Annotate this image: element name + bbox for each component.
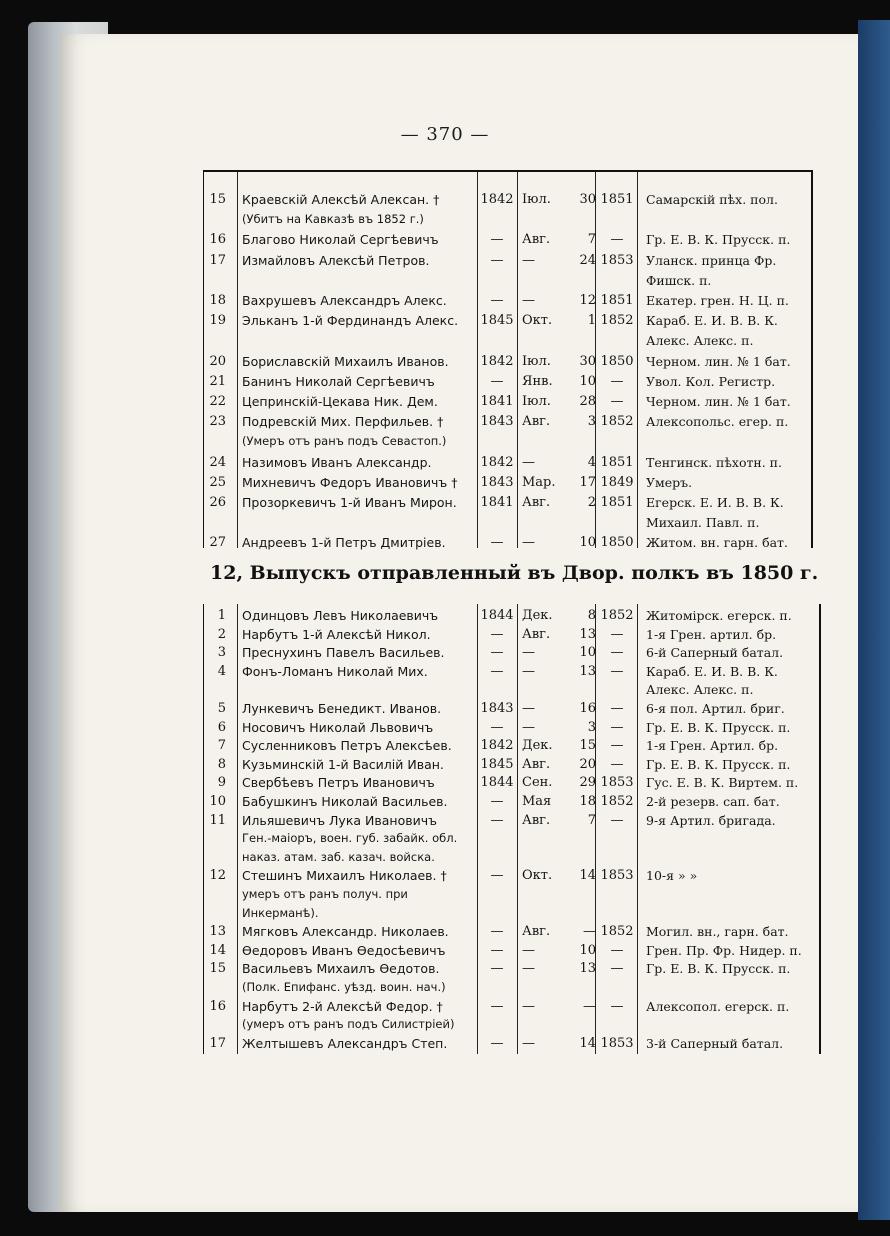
cell-reg: 1-я Грен. Артил. бр.	[646, 738, 779, 754]
table-row	[204, 906, 819, 926]
cell-y: —	[490, 924, 504, 940]
cell-n: 16	[209, 998, 226, 1014]
cell-m: Іюл.	[522, 353, 551, 369]
cell-d: 1	[587, 313, 596, 329]
cell-name: Вахрушевъ Александръ Алекс.	[242, 293, 447, 308]
cell-y2: —	[610, 961, 624, 977]
cell-m: Авг.	[522, 495, 551, 510]
cell-reg: 6-й Саперный батал.	[646, 645, 784, 661]
cell-n: 9	[217, 775, 226, 791]
cell-m: Окт.	[522, 868, 553, 884]
table-row	[204, 253, 811, 273]
table-row	[204, 414, 811, 434]
cell-y2: —	[610, 756, 624, 772]
cell-d: 24	[579, 252, 596, 268]
cell-name: Измайловъ Алексѣй Петров.	[242, 252, 430, 268]
table-row	[204, 924, 819, 944]
cell-name: Эльканъ 1-й Фердинандъ Алекс.	[242, 313, 459, 329]
cell-reg: Гр. Е. В. К. Прусск. п.	[646, 719, 791, 735]
section-heading: 12, Выпускъ отправленный въ Двор. полкъ въ 1850 г.	[210, 562, 819, 584]
cell-reg: Гр. Е. В. К. Прусск. п.	[646, 961, 791, 977]
cell-reg: 1-я Грен. артил. бр.	[646, 626, 777, 642]
cell-y: 1844	[480, 608, 514, 623]
cell-d: 7	[587, 232, 596, 248]
cell-reg: Житомірск. егерск. п.	[646, 608, 792, 623]
table-row	[204, 664, 819, 684]
cell-name: Михневичъ Федоръ Ивановичъ †	[242, 474, 458, 490]
table-row	[204, 961, 819, 981]
cell-n: 18	[209, 293, 226, 308]
cell-n: 6	[217, 719, 226, 735]
cell-d: 30	[579, 353, 596, 369]
cell-d: 30	[579, 192, 596, 207]
cell-reg: 10-я » »	[646, 868, 698, 884]
cell-y2: —	[610, 232, 624, 248]
cell-y2: —	[610, 701, 624, 716]
table-row	[204, 374, 811, 394]
table-row	[204, 455, 811, 475]
cell-name: Подревскій Мих. Перфильев. †	[242, 414, 444, 430]
cell-y: —	[490, 812, 504, 828]
cell-reg: Гр. Е. В. К. Прусск. п.	[646, 756, 791, 772]
cell-reg: Егерск. Е. И. В. В. К.	[646, 495, 784, 510]
cell-name: Свербѣевъ Петръ Ивановичъ	[242, 775, 435, 791]
cell-y: 1843	[480, 474, 514, 490]
cell-y2: 1851	[600, 495, 634, 510]
cell-y: 1843	[480, 701, 514, 716]
cell-y2: 1852	[600, 794, 634, 809]
table-row	[204, 850, 819, 870]
cell-d: 4	[587, 454, 596, 470]
table-row	[204, 701, 819, 721]
cell-m: —	[522, 701, 535, 716]
cell-n: 23	[209, 414, 226, 430]
cell-reg: Самарскій пѣх. пол.	[646, 192, 778, 207]
cell-d: 10	[579, 535, 596, 551]
cell-name: Сусленниковъ Петръ Алексѣев.	[242, 738, 452, 754]
cell-y: —	[490, 942, 504, 958]
cell-d: 2	[587, 495, 596, 510]
cell-n: 19	[209, 313, 226, 329]
binding-strip	[858, 20, 890, 1220]
cell-y2: 1852	[600, 608, 634, 623]
table-row	[204, 887, 819, 907]
cell-m: —	[522, 293, 535, 308]
cell-m: —	[522, 942, 535, 958]
cell-y: —	[490, 794, 504, 809]
cell-name: Благово Николай Сергѣевичъ	[242, 232, 439, 248]
cell-d: 10	[579, 645, 596, 661]
cell-name: Ген.-маіоръ, воен. губ. забайк. обл.	[242, 831, 458, 846]
cell-name: (Умеръ отъ ранъ подъ Севастоп.)	[242, 434, 447, 449]
cell-name: Нарбутъ 1-й Алексѣй Никол.	[242, 626, 431, 642]
cell-reg: Алексопол. егерск. п.	[646, 998, 790, 1014]
cell-name: Краевскій Алексѣй Алексан. †	[242, 192, 440, 207]
cell-name: Одинцовъ Левъ Николаевичъ	[242, 608, 439, 623]
cell-y2: —	[610, 738, 624, 754]
cell-m: —	[522, 998, 535, 1014]
table-row	[204, 775, 819, 795]
table-row	[204, 394, 811, 414]
cell-reg: Михаил. Павл. п.	[646, 515, 760, 531]
table-row	[204, 313, 811, 333]
cell-name: Бориславскій Михаилъ Иванов.	[242, 353, 449, 369]
cell-y: 1842	[480, 454, 514, 470]
cell-d: —	[583, 924, 596, 940]
cell-name: (Полк. Епифанс. уѣзд. воин. нач.)	[242, 980, 446, 994]
cell-y: 1841	[480, 495, 514, 510]
cell-d: 13	[579, 961, 596, 977]
cell-reg: Караб. Е. И. В. В. К.	[646, 313, 778, 329]
table-row	[204, 515, 811, 535]
cell-name: Өедоровъ Иванъ Өедосѣевичъ	[242, 942, 446, 958]
cell-n: 4	[217, 663, 226, 679]
cell-reg: Гус. Е. В. К. Виртем. п.	[646, 775, 799, 791]
cell-d: —	[583, 998, 596, 1014]
cell-y: —	[490, 535, 504, 551]
cell-d: 29	[579, 775, 596, 791]
cell-y2: —	[610, 812, 624, 828]
cell-n: 2	[217, 626, 226, 642]
cell-reg: 9-я Артил. бригада.	[646, 812, 776, 828]
cell-n: 8	[217, 756, 226, 772]
cell-n: 27	[209, 535, 226, 551]
table-row	[204, 192, 811, 212]
table-row	[204, 794, 819, 814]
cell-d: 28	[579, 394, 596, 409]
cell-m: —	[522, 663, 535, 679]
table-row	[204, 682, 819, 702]
cell-d: 7	[587, 812, 596, 828]
cell-d: 16	[579, 701, 596, 716]
cell-y: —	[490, 868, 504, 884]
cell-m: Сен.	[522, 775, 553, 791]
cell-n: 7	[217, 738, 226, 754]
cell-y: 1841	[480, 394, 514, 409]
table-row	[204, 757, 819, 777]
table-row	[204, 273, 811, 293]
table-row	[204, 475, 811, 495]
cell-reg: Алекс. Алекс. п.	[646, 682, 754, 698]
cell-name: Желтышевъ Александръ Степ.	[242, 1035, 448, 1051]
cell-m: Авг.	[522, 756, 551, 772]
cell-name: (Убитъ на Кавказѣ въ 1852 г.)	[242, 212, 424, 227]
cell-y2: —	[610, 626, 624, 642]
cell-y: 1842	[480, 192, 514, 207]
cell-y2: —	[610, 645, 624, 661]
table-row	[204, 495, 811, 515]
cell-d: 17	[579, 474, 596, 490]
cell-d: 10	[579, 373, 596, 389]
cell-m: —	[522, 252, 535, 268]
cell-reg: Житом. вн. гарн. бат.	[646, 535, 788, 551]
cell-reg: Екатер. грен. Н. Ц. п.	[646, 293, 789, 308]
cell-y: —	[490, 645, 504, 661]
cell-y2: —	[610, 373, 624, 389]
cell-n: 11	[209, 812, 226, 828]
cell-d: 3	[587, 719, 596, 735]
cell-y2: 1853	[600, 1035, 634, 1051]
table-row	[204, 645, 819, 665]
cell-d: 13	[579, 663, 596, 679]
cell-name: Цепринскій-Цекава Ник. Дем.	[242, 394, 438, 409]
cell-y2: 1850	[600, 353, 634, 369]
cell-name: Васильевъ Михаилъ Өедотов.	[242, 961, 440, 977]
cell-reg: 3-й Саперный батал.	[646, 1035, 784, 1051]
cell-reg: Фишск. п.	[646, 272, 712, 288]
cell-name: Бабушкинъ Николай Васильев.	[242, 794, 448, 809]
cell-n: 15	[209, 961, 226, 977]
cell-name: умеръ отъ ранъ получ. при	[242, 887, 408, 901]
cell-n: 26	[209, 495, 226, 510]
cell-n: 12	[209, 868, 226, 884]
table-row	[204, 1017, 819, 1037]
cell-m: Авг.	[522, 812, 551, 828]
table-row	[204, 831, 819, 851]
table-row	[204, 293, 811, 313]
cell-y2: —	[610, 394, 624, 409]
cell-n: 16	[209, 232, 226, 248]
table-row	[204, 868, 819, 888]
page-number: — 370 —	[400, 124, 490, 145]
cell-n: 10	[209, 794, 226, 809]
cell-m: Дек.	[522, 738, 553, 754]
cell-n: 22	[209, 394, 226, 409]
cell-y: —	[490, 232, 504, 248]
cell-n: 14	[209, 942, 226, 958]
cell-y: —	[490, 663, 504, 679]
cell-n: 25	[209, 474, 226, 490]
table-row	[204, 738, 819, 758]
cell-reg: Увол. Кол. Регистр.	[646, 373, 776, 389]
cell-y2: 1851	[600, 192, 634, 207]
cell-d: 3	[587, 414, 596, 430]
cell-y: 1844	[480, 775, 514, 791]
table-row	[204, 354, 811, 374]
cell-y2: 1852	[600, 313, 634, 329]
table-row	[204, 608, 819, 628]
cell-y2: 1851	[600, 454, 634, 470]
cell-n: 13	[209, 924, 226, 940]
cell-reg: Караб. Е. И. В. В. К.	[646, 663, 778, 679]
cell-reg: 2-й резерв. сап. бат.	[646, 794, 780, 809]
cell-m: —	[522, 454, 535, 470]
table-row	[204, 232, 811, 252]
register-table-1	[203, 170, 813, 551]
cell-reg: Могил. вн., гарн. бат.	[646, 924, 789, 940]
cell-y: —	[490, 626, 504, 642]
cell-n: 17	[209, 1035, 226, 1051]
cell-reg: Гр. Е. В. К. Прусск. п.	[646, 232, 791, 248]
cell-y2: 1849	[600, 474, 634, 490]
cell-m: Янв.	[522, 373, 553, 389]
table-row	[204, 212, 811, 232]
cell-y: 1845	[480, 313, 514, 329]
cell-reg: Умеръ.	[646, 474, 693, 490]
cell-y: —	[490, 1035, 504, 1051]
cell-y: —	[490, 252, 504, 268]
cell-m: Авг.	[522, 414, 551, 430]
cell-m: Іюл.	[522, 394, 551, 409]
cell-name: Лункевичъ Бенедикт. Иванов.	[242, 701, 442, 716]
cell-y: —	[490, 293, 504, 308]
cell-m: Авг.	[522, 232, 551, 248]
cell-m: Авг.	[522, 626, 551, 642]
cell-name: Банинъ Николай Сергѣевичъ	[242, 373, 435, 389]
table-row	[204, 434, 811, 454]
cell-reg: Грен. Пр. Фр. Нидер. п.	[646, 942, 802, 958]
register-table-2	[203, 604, 821, 1054]
cell-m: Окт.	[522, 313, 553, 329]
cell-d: 18	[579, 794, 596, 809]
cell-name: Фонъ-Ломанъ Николай Мих.	[242, 663, 428, 679]
cell-n: 15	[209, 192, 226, 207]
cell-n: 24	[209, 454, 226, 470]
cell-n: 3	[217, 645, 226, 661]
cell-m: Іюл.	[522, 192, 551, 207]
cell-d: 20	[579, 756, 596, 772]
cell-d: 14	[579, 868, 596, 884]
cell-y2: 1852	[600, 924, 634, 940]
cell-reg: Черном. лин. № 1 бат.	[646, 394, 791, 409]
cell-name: Кузьминскій 1-й Василій Иван.	[242, 756, 444, 772]
cell-m: —	[522, 719, 535, 735]
cell-m: —	[522, 535, 535, 551]
table-row	[204, 813, 819, 833]
cell-y: 1842	[480, 738, 514, 754]
cell-name: Прозоркевичъ 1-й Иванъ Мирон.	[242, 495, 457, 510]
cell-reg: Алексопольс. егер. п.	[646, 414, 789, 430]
cell-reg: Алекс. Алекс. п.	[646, 333, 754, 349]
cell-y2: 1852	[600, 414, 634, 430]
cell-name: (умеръ отъ ранъ подъ Силистріей)	[242, 1017, 455, 1032]
cell-reg: Черном. лин. № 1 бат.	[646, 353, 791, 369]
table-row	[204, 943, 819, 963]
cell-n: 20	[209, 353, 226, 369]
cell-name: Стешинъ Михаилъ Николаев. †	[242, 868, 447, 884]
table-row	[204, 535, 811, 555]
cell-y2: 1851	[600, 293, 634, 308]
table-row	[204, 980, 819, 1000]
cell-y2: —	[610, 942, 624, 958]
cell-n: 5	[217, 701, 226, 716]
cell-n: 17	[209, 252, 226, 268]
cell-m: —	[522, 1035, 535, 1051]
cell-y2: 1853	[600, 775, 634, 791]
cell-d: 12	[579, 293, 596, 308]
cell-d: 15	[579, 738, 596, 754]
cell-m: —	[522, 961, 535, 977]
cell-y2: 1850	[600, 535, 634, 551]
cell-y: —	[490, 373, 504, 389]
cell-y2: 1853	[600, 868, 634, 884]
cell-n: 21	[209, 373, 226, 389]
table-row	[204, 333, 811, 353]
cell-y: —	[490, 719, 504, 735]
cell-y2: —	[610, 719, 624, 735]
table-row	[204, 627, 819, 647]
cell-y2: 1853	[600, 252, 634, 268]
cell-name: Андреевъ 1-й Петръ Дмитріев.	[242, 535, 446, 551]
cell-y: —	[490, 998, 504, 1014]
cell-y: 1842	[480, 353, 514, 369]
cell-reg: Тенгинск. пѣхотн. п.	[646, 454, 782, 470]
cell-d: 13	[579, 626, 596, 642]
cell-name: Инкерманѣ).	[242, 905, 319, 920]
cell-y: —	[490, 961, 504, 977]
cell-name: Преснухинъ Павелъ Васильев.	[242, 645, 445, 661]
cell-reg: 6-я пол. Артил. бриг.	[646, 701, 785, 716]
cell-name: Носовичъ Николай Львовичъ	[242, 719, 434, 735]
cell-y2: —	[610, 998, 624, 1014]
cell-name: Ильяшевичъ Лука Ивановичъ	[242, 812, 437, 828]
cell-y: 1843	[480, 414, 514, 430]
cell-name: Назимовъ Иванъ Александр.	[242, 454, 432, 470]
cell-m: Мая	[522, 794, 552, 809]
cell-m: —	[522, 645, 535, 661]
cell-m: Дек.	[522, 608, 553, 623]
table-row	[204, 720, 819, 740]
cell-y: 1845	[480, 756, 514, 772]
cell-name: наказ. атам. заб. казач. войска.	[242, 849, 435, 864]
cell-d: 14	[579, 1035, 596, 1051]
cell-d: 8	[587, 608, 596, 623]
table-row	[204, 999, 819, 1019]
cell-name: Мягковъ Александр. Николаев.	[242, 924, 449, 940]
cell-m: Авг.	[522, 924, 551, 940]
cell-y2: —	[610, 663, 624, 679]
cell-name: Нарбутъ 2-й Алексѣй Федор. †	[242, 998, 443, 1014]
cell-d: 10	[579, 942, 596, 958]
cell-reg: Уланск. принца Фр.	[646, 252, 777, 268]
table-row	[204, 1036, 819, 1056]
cell-m: Мар.	[522, 474, 556, 490]
cell-n: 1	[217, 608, 226, 623]
